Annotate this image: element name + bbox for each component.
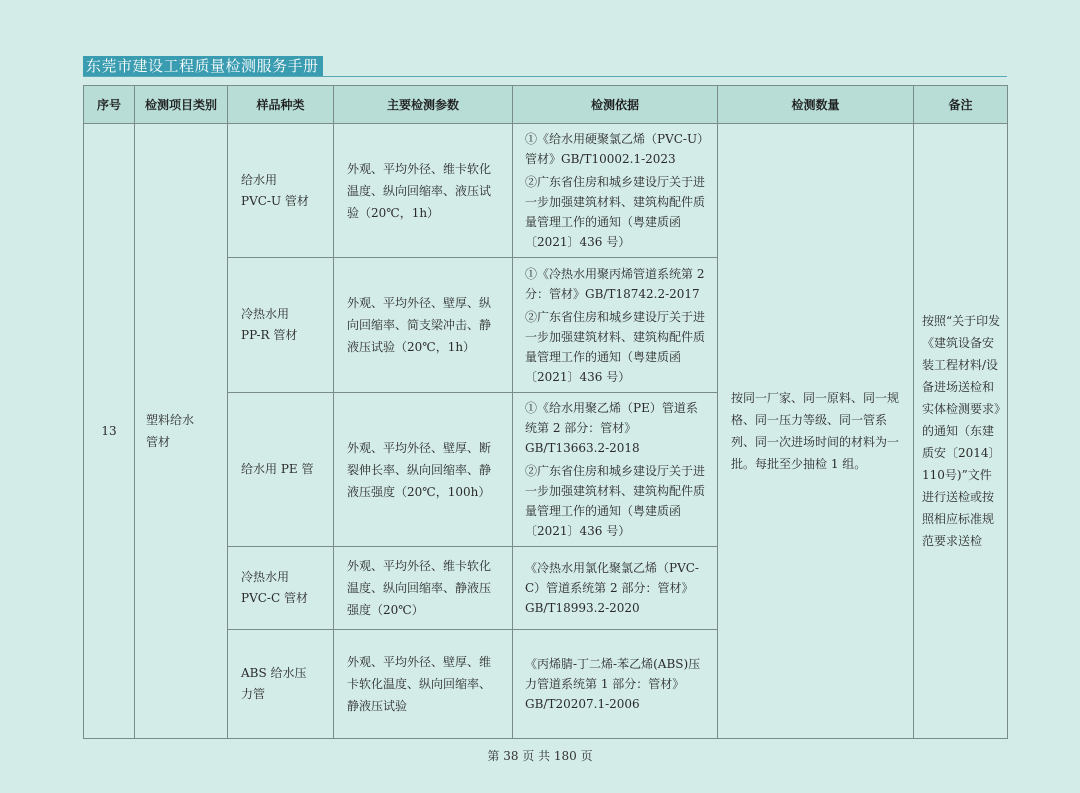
col-header-params: 主要检测参数 (334, 86, 513, 124)
test-params: 外观、平均外径、维卡软化温度、纵向回缩率、液压试验（20℃，1h） (334, 124, 513, 258)
basis-item: ②广东省住房和城乡建设厅关于进一步加强建筑材料、建筑构配件质量管理工作的通知（粤建质函〔2021〕436 号） (525, 175, 706, 249)
table-row (84, 124, 1008, 258)
col-header-note: 备注 (914, 86, 1008, 124)
test-params: 外观、平均外径、壁厚、断裂伸长率、纵向回缩率、静液压强度（20℃，100h） (334, 393, 513, 547)
basis-item: 《丙烯腈-丁二烯-苯乙烯(ABS)压力管道系统第 1 部分：管材》GB/T20207.1-2006 (525, 657, 701, 711)
test-basis (513, 630, 718, 739)
col-header-no: 序号 (84, 86, 135, 124)
test-params: 外观、平均外径、壁厚、纵向回缩率、简支梁冲击、静液压试验（20℃，1h） (334, 258, 513, 393)
test-params: 外观、平均外径、壁厚、维卡软化温度、纵向回缩率、静液压试验 (334, 630, 513, 739)
test-basis (513, 393, 718, 547)
page-number: 第 38 页 共 180 页 (487, 749, 593, 763)
col-header-sample: 样品种类 (228, 86, 334, 124)
basis-item: ②广东省住房和城乡建设厅关于进一步加强建筑材料、建筑构配件质量管理工作的通知（粤建质函〔2021〕436 号） (525, 309, 706, 384)
col-header-quantity: 检测数量 (718, 86, 914, 124)
sample-type: 给水用 PE 管 (228, 393, 334, 547)
basis-item: 《冷热水用氯化聚氯乙烯（PVC-C）管道系统第 2 部分：管材》GB/T18993.2-2020 (525, 561, 699, 615)
test-basis (513, 258, 718, 393)
col-header-basis: 检测依据 (513, 86, 718, 124)
basis-item: ①《给水用硬聚氯乙烯（PVC-U）管材》GB/T10002.1-2023 (525, 132, 704, 166)
test-params: 外观、平均外径、维卡软化温度、纵向回缩率、静液压强度（20℃） (334, 547, 513, 630)
col-header-category: 检测项目类别 (135, 86, 228, 124)
test-basis (513, 547, 718, 630)
basis-item: ①《冷热水用聚丙烯管道系统第 2 分：管材》GB/T18742.2-2017 (525, 266, 705, 301)
sample-type: 冷热水用 PVC-C 管材 (228, 547, 334, 630)
sample-type: 给水用 PVC-U 管材 (228, 124, 334, 258)
test-basis (513, 124, 718, 258)
inspection-table (83, 85, 1008, 739)
sample-type: 冷热水用 PP-R 管材 (228, 258, 334, 393)
basis-item: ①《给水用聚乙烯（PE）管道系统第 2 部分：管材》GB/T13663.2-2018 (525, 401, 698, 455)
basis-item: ②广东省住房和城乡建设厅关于进一步加强建筑材料、建筑构配件质量管理工作的通知（粤建质函〔2021〕436 号） (525, 464, 706, 538)
document-title: 东莞市建设工程质量检测服务手册 (86, 57, 319, 75)
item-category: 塑料给水 管材 (135, 124, 228, 739)
table-header-row (84, 86, 1008, 124)
header-rule (83, 76, 1007, 77)
remarks: 按照“关于印发《建筑设备安装工程材料/设备进场送检和实体检测要求》的通知（东建质安〔2014〕110号)”文件进行送检或按照相应标准规范要求送检 (914, 124, 1008, 739)
test-quantity: 按同一厂家、同一原料、同一规格、同一压力等级、同一管系列、同一次进场时间的材料为一批。每批至少抽检 1 组。 (718, 124, 914, 739)
sample-type: ABS 给水压 力管 (228, 630, 334, 739)
item-number: 13 (84, 124, 135, 739)
